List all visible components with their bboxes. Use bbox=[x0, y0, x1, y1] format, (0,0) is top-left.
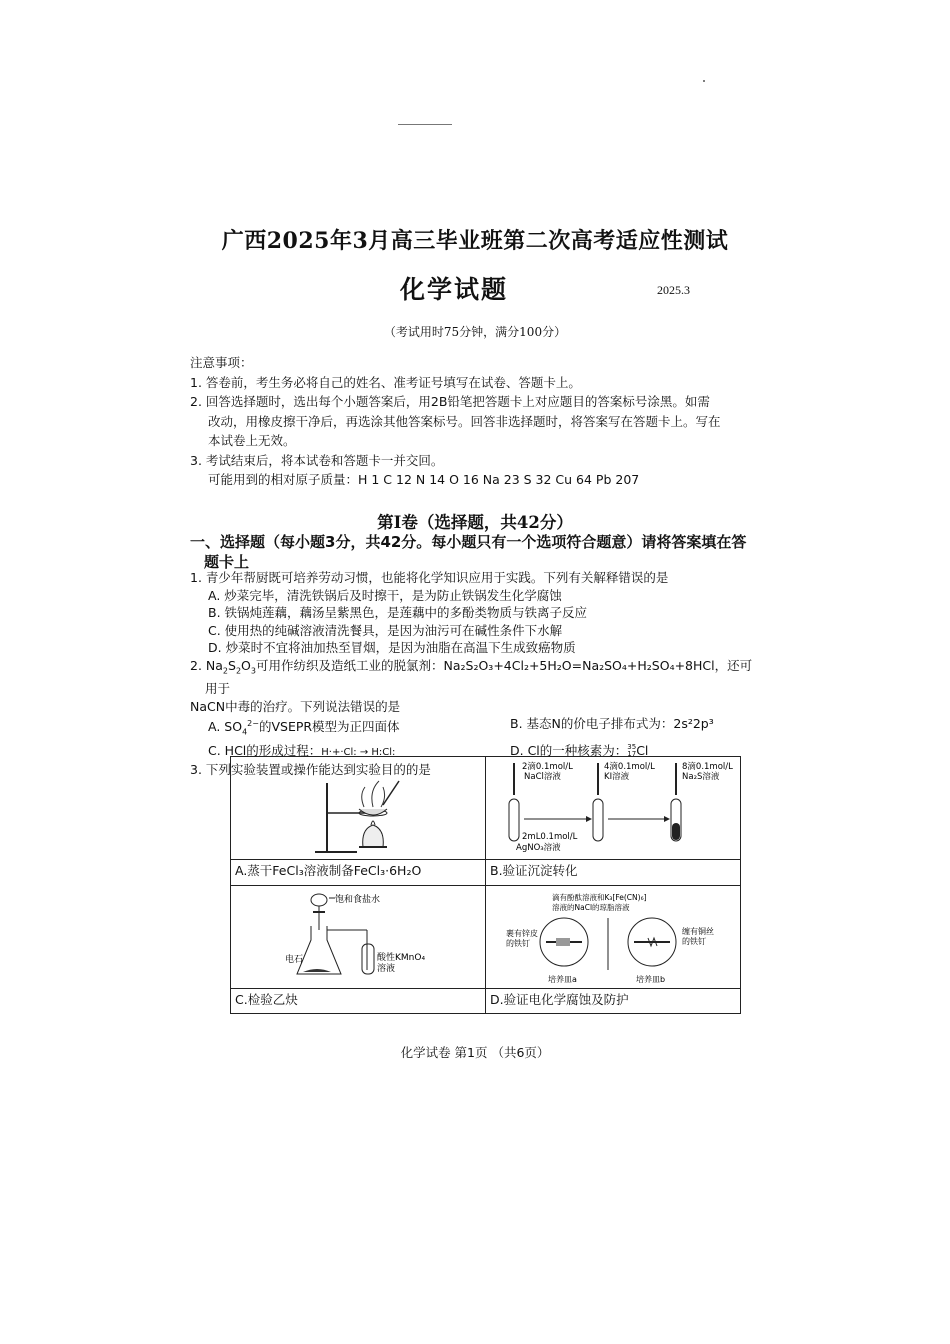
q2-equation: Na₂S₂O₃+4Cl₂+5H₂O=Na₂SO₄+H₂SO₄+8HCl bbox=[443, 657, 715, 673]
acetylene-figure bbox=[231, 886, 485, 988]
exam-date: 2025.3 bbox=[657, 283, 690, 297]
corrosion-figure bbox=[486, 886, 740, 988]
exp-b-caption: B.验证沉淀转化 bbox=[486, 859, 740, 882]
q3-experiment-table bbox=[230, 756, 741, 1014]
top-dash-mark bbox=[398, 124, 452, 125]
exp-cell-c bbox=[231, 885, 486, 1014]
note-item-2-cont: 改动，用橡皮擦干净后，再选涂其他答案标号。回答非选择题时，将答案写在答题卡上。写在 bbox=[208, 413, 721, 429]
b-label-3: 4滴0.1mol/L bbox=[604, 762, 655, 772]
c-label-1: 饱和食盐水 bbox=[335, 894, 381, 905]
b-label-5: 8滴0.1mol/L bbox=[682, 762, 733, 772]
exp-cell-b bbox=[486, 757, 741, 886]
note-item-3: 3. 考试结束后，将本试卷和答题卡一并交回。 bbox=[190, 452, 444, 468]
q2-option-a: A. $SO_4^{2-}$的VSEPR模型为正四面体 bbox=[208, 719, 400, 737]
q2-stem: 2. $Na_2S_2O_3$可用作纺织及造纸工业的脱氯剂：Na₂S₂O₃+4Cl₂+5H₂O=Na₂SO₄+H₂SO₄+8HCl，还可用于 bbox=[190, 657, 753, 697]
precipitation-figure bbox=[486, 757, 740, 859]
q2-option-c: C. HCl的形成过程：H·+·Cl: → H:Cl: bbox=[208, 742, 396, 758]
b-label-7: 2mL0.1mol/L bbox=[522, 832, 578, 842]
hcl-formation: H·+·Cl: → H:Cl: bbox=[321, 746, 396, 758]
b-label-4: KI溶液 bbox=[604, 772, 630, 782]
note-item-1: 1. 答卷前，考生务必将自己的姓名、准考证号填写在试卷、答题卡上。 bbox=[190, 374, 581, 390]
b-label-2: NaCl溶液 bbox=[524, 772, 561, 782]
b-label-6: Na₂S溶液 bbox=[682, 772, 720, 782]
evaporation-apparatus-figure bbox=[231, 757, 485, 859]
questions-block bbox=[190, 569, 760, 779]
q1-option-b: B. 铁锅炖莲藕，藕汤呈紫黑色，是莲藕中的多酚类物质与铁离子反应 bbox=[208, 605, 588, 621]
note-item-2-cont2: 本试卷上无效。 bbox=[208, 433, 296, 448]
q2-option-d: D. Cl的一种核素为：35 17Cl bbox=[510, 742, 649, 758]
notes-block bbox=[190, 353, 750, 490]
scan-dot bbox=[703, 80, 705, 82]
c-label-3: 酸性KMnO₄ bbox=[377, 952, 426, 963]
note-item-2: 2. 回答选择题时，选出每个小题答案后，用2B铅笔把答题卡上对应题目的答案标号涂黑。如需 bbox=[190, 394, 710, 409]
q2-stem-line-2: NaCN中毒的治疗。下列说法错误的是 bbox=[190, 698, 401, 714]
d-label-6: 的铁钉 bbox=[682, 936, 706, 946]
section-title: 第Ⅰ卷（选择题，共42分） bbox=[377, 513, 573, 532]
notes-label: 注意事项： bbox=[190, 355, 253, 370]
atomic-mass-line: 可能用到的相对原子质量：H 1 C 12 N 14 O 16 Na 23 S 32 Cu 64 Pb 207 bbox=[208, 472, 640, 487]
page-footer: 化学试卷 第1页 （共6页） bbox=[400, 1045, 550, 1060]
d-label-7: 培养皿a bbox=[548, 974, 577, 984]
d-label-5: 缠有铜丝 bbox=[682, 926, 714, 936]
d-label-1: 滴有酚酞溶液和K₃[Fe(CN)₆] bbox=[552, 892, 647, 902]
exp-d-caption: D.验证电化学腐蚀及防护 bbox=[486, 988, 740, 1011]
exam-title: 广西2025年3月高三毕业班第二次高考适应性测试 bbox=[221, 228, 729, 254]
exp-c-caption: C.检验乙炔 bbox=[231, 988, 485, 1011]
q1-option-c: C. 使用热的纯碱溶液清洗餐具，是因为油污可在碱性条件下水解 bbox=[208, 622, 563, 638]
q1-stem: 1. 青少年帮厨既可培养劳动习惯，也能将化学知识应用于实践。下列有关解释错误的是 bbox=[190, 570, 669, 585]
heading-line-1: 一、选择题（每小题3分，共42分。每小题只有一个选项符合题意）请将答案填在答 bbox=[190, 533, 747, 551]
exp-cell-d bbox=[486, 885, 741, 1014]
section-heading bbox=[190, 532, 760, 572]
d-label-8: 培养皿b bbox=[636, 974, 666, 984]
exp-cell-a bbox=[231, 757, 486, 886]
q3-stem: 3. 下列实验装置或操作能达到实验目的的是 bbox=[190, 762, 431, 778]
subject-title: 化学试题 bbox=[400, 275, 509, 304]
q1-option-d: D. 炒菜时不宜将油加热至冒烟，是因为油脂在高温下生成致癌物质 bbox=[208, 640, 576, 656]
q1-option-a: A. 炒菜完毕，清洗铁锅后及时擦干，是为防止铁锅发生化学腐蚀 bbox=[208, 587, 562, 603]
b-label-1: 2滴0.1mol/L bbox=[522, 762, 573, 772]
q2-option-b: B. 基态N的价电子排布式为：2s²2p³ bbox=[510, 716, 714, 732]
d-label-4: 的铁钉 bbox=[506, 938, 530, 948]
q2-options-row-1 bbox=[190, 715, 760, 741]
c-label-4: 溶液 bbox=[377, 963, 396, 974]
d-label-3: 裹有锌皮 bbox=[506, 928, 538, 938]
d-label-2: 溶液的NaCl的琼脂溶液 bbox=[552, 902, 630, 912]
time-info: （考试用时75分钟，满分100分） bbox=[383, 325, 567, 339]
heading-line-2: 题卡上 bbox=[204, 553, 250, 571]
b-label-8: AgNO₃溶液 bbox=[516, 843, 561, 853]
c-label-2: 电石 bbox=[285, 954, 304, 965]
exp-a-caption: A.蒸干FeCl₃溶液制备FeCl₃·6H₂O bbox=[231, 859, 485, 882]
